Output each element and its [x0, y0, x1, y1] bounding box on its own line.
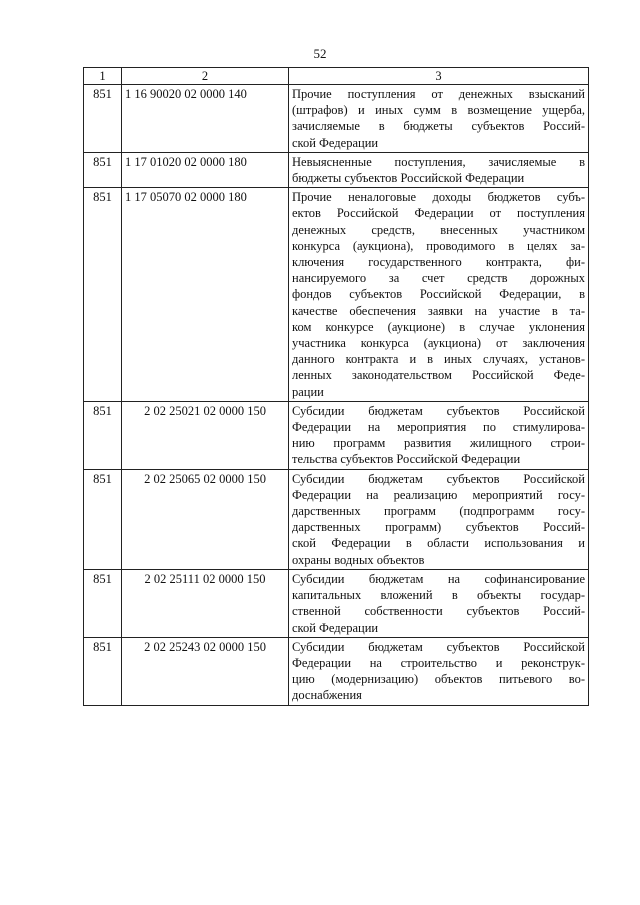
- revenue-name-line: доснабжения: [292, 688, 362, 703]
- admin-code-cell: 851: [84, 152, 122, 187]
- revenue-codes-table: [83, 67, 589, 706]
- revenue-name-line: ком конкурсе (аукционе) в случае уклонения: [292, 319, 585, 334]
- revenue-name-line: Субсидии бюджетам субъектов Российской: [292, 639, 585, 654]
- revenue-code-cell: 2 02 25111 02 0000 150: [122, 569, 289, 637]
- table-row: [84, 85, 589, 153]
- revenue-name-line: Субсидии бюджетам субъектов Российской: [292, 403, 585, 418]
- admin-code-cell: 851: [84, 401, 122, 469]
- revenue-name-line: Федерации на реализацию мероприятий госу-: [292, 487, 585, 502]
- revenue-name-line: тельства субъектов Российской Федерации: [292, 452, 521, 467]
- table-row: [84, 401, 589, 469]
- page-number: 52: [313, 46, 327, 61]
- revenue-name-line: ской Федерации в области использования и: [292, 536, 585, 551]
- admin-code-cell: 851: [84, 569, 122, 637]
- column-header-3: 3: [289, 68, 589, 85]
- revenue-name-line: качестве обеспечения заявки на участие в та-: [292, 303, 585, 318]
- revenue-name-cell: [289, 85, 589, 153]
- revenue-code-cell: 1 17 01020 02 0000 180: [122, 152, 289, 187]
- admin-code-cell: 851: [84, 469, 122, 569]
- revenue-name-line: Прочие поступления от денежных взысканий: [292, 87, 585, 101]
- table-body: [84, 85, 589, 706]
- revenue-name-line: рации: [292, 384, 324, 399]
- revenue-name-cell: [289, 569, 589, 637]
- table-row: [84, 469, 589, 569]
- table-row: [84, 637, 589, 705]
- revenue-name-line: ленных законодательством Российской Феде-: [292, 368, 585, 383]
- revenue-name-line: дарственных программ (подпрограмм госу-: [292, 504, 585, 519]
- revenue-name-cell: [289, 188, 589, 402]
- revenue-name-line: Субсидии бюджетам на софинансирование: [292, 571, 585, 586]
- revenue-name-line: охраны водных объектов: [292, 552, 425, 567]
- revenue-name-line: Федерации на мероприятия по стимулирова-: [292, 420, 585, 435]
- revenue-name-line: ской Федерации: [292, 620, 379, 635]
- revenue-name-line: участника конкурса (аукциона) от заключения: [292, 336, 585, 351]
- revenue-name-line: нию программ развития жилищного строи-: [292, 436, 585, 451]
- revenue-name-cell: [289, 469, 589, 569]
- revenue-name-cell: [289, 637, 589, 705]
- revenue-name-line: денежных средств, внесенных участником: [292, 222, 585, 237]
- admin-code-cell: 851: [84, 637, 122, 705]
- revenue-name-line: фондов субъектов Российской Федерации, в: [292, 287, 585, 302]
- table-row: [84, 569, 589, 637]
- revenue-name-line: цию (модернизацию) объектов питьевого во-: [292, 672, 585, 687]
- revenue-name-line: Федерации на строительство и реконструк-: [292, 655, 585, 670]
- revenue-code-cell: 2 02 25065 02 0000 150: [122, 469, 289, 569]
- revenue-name-cell: [289, 401, 589, 469]
- revenue-name-line: зачисляемые в бюджеты субъектов Россий-: [292, 119, 585, 134]
- revenue-name-line: нансируемого за счет средств дорожных: [292, 271, 585, 286]
- revenue-name-line: конкурса (аукциона), проводимого в целях за-: [292, 238, 585, 253]
- revenue-name-line: ственной собственности субъектов Россий-: [292, 604, 585, 619]
- revenue-name-line: бюджеты субъектов Российской Федерации: [292, 171, 525, 186]
- revenue-name-line: Невыясненные поступления, зачисляемые в: [292, 154, 585, 169]
- revenue-code-cell: 1 16 90020 02 0000 140: [122, 85, 289, 153]
- admin-code-cell: 851: [84, 188, 122, 402]
- revenue-name-line: Прочие неналоговые доходы бюджетов субъ-: [292, 190, 585, 205]
- revenue-code-cell: 2 02 25021 02 0000 150: [122, 401, 289, 469]
- revenue-code-cell: 2 02 25243 02 0000 150: [122, 637, 289, 705]
- table-row: [84, 188, 589, 402]
- column-header-1: 1: [84, 68, 122, 85]
- admin-code-cell: 851: [84, 85, 122, 153]
- header-row: [84, 68, 589, 85]
- revenue-name-line: капитальных вложений в объекты государ-: [292, 588, 585, 603]
- revenue-name-line: дарственных программ) субъектов Россий-: [292, 520, 585, 535]
- revenue-name-line: (штрафов) и иных сумм в возмещение ущерба,: [292, 103, 585, 118]
- revenue-name-line: данного контракта и в иных случаях, установ-: [292, 352, 585, 367]
- table-row: [84, 152, 589, 187]
- column-header-2: 2: [122, 68, 289, 85]
- revenue-name-line: ской Федерации: [292, 135, 379, 150]
- revenue-name-cell: [289, 152, 589, 187]
- revenue-name-line: Субсидии бюджетам субъектов Российской: [292, 471, 585, 486]
- revenue-name-line: ектов Российской Федерации от поступления: [292, 206, 585, 221]
- revenue-name-line: ключения государственного контракта, фи-: [292, 255, 585, 270]
- table-header: [84, 68, 589, 85]
- revenue-code-cell: 1 17 05070 02 0000 180: [122, 188, 289, 402]
